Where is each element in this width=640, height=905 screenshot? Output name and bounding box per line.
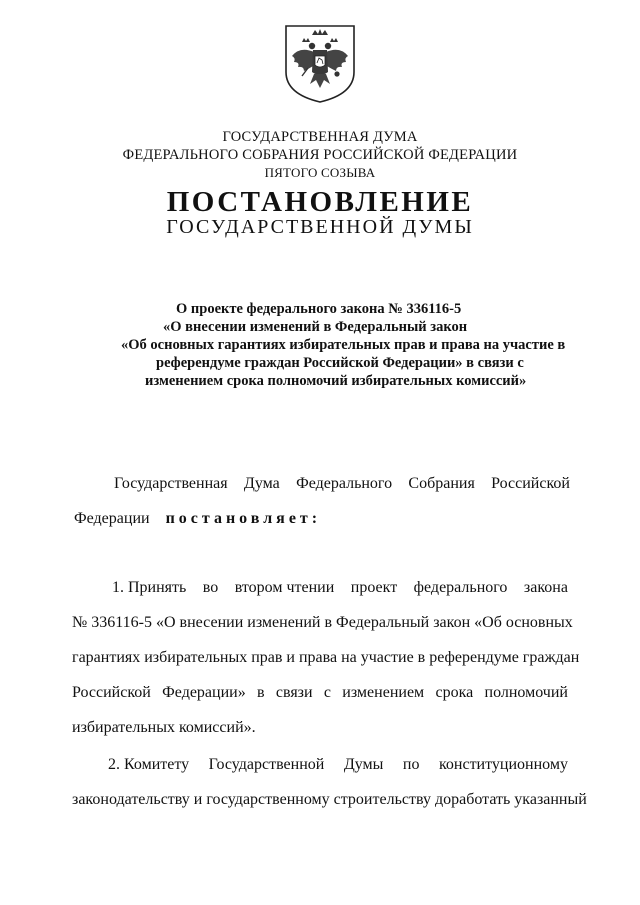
preamble-word: Государственная [114, 475, 228, 492]
coat-of-arms-emblem [282, 22, 358, 104]
p2-word: конституционному [438, 756, 568, 773]
header-line-duma: ГОСУДАРСТВЕННАЯ ДУМА [222, 129, 418, 145]
document-subtitle: ГОСУДАРСТВЕННОЙ ДУМЫ [166, 216, 474, 238]
paragraph-1-line-5: избирательных комиссий». [72, 719, 256, 736]
p1-word: Федерации» [162, 684, 246, 701]
resolves-keyword: постановляет: [165, 510, 322, 527]
preamble-word: Федерального [296, 475, 393, 492]
p2-word: Думы [343, 756, 384, 773]
preamble-line-2 [74, 510, 321, 528]
p1-word: полномочий [484, 684, 568, 701]
header-line-convocation: ПЯТОГО СОЗЫВА [264, 165, 376, 180]
p1-word: федерального [413, 579, 508, 596]
preamble-word: Дума [243, 475, 280, 492]
paragraph-2-line-1 [108, 756, 568, 774]
paragraph-2-line-2: законодательству и государственному строительству доработать указанный [72, 791, 587, 808]
subject-line-3: «Об основных гарантиях избирательных прав и права на участие в [121, 337, 566, 353]
subject-line-4: референдуме граждан Российской Федерации» в связи с [156, 355, 524, 371]
p1-word: закона [523, 579, 568, 596]
p1-word: втором чтении [234, 579, 335, 596]
preamble-line-1 [114, 475, 570, 493]
paragraph-1-line-4 [72, 684, 568, 702]
header-line-assembly: ФЕДЕРАЛЬНОГО СОБРАНИЯ РОССИЙСКОЙ ФЕДЕРАЦИИ [122, 147, 518, 163]
p1-word: 1. Принять [112, 579, 187, 596]
p2-word: Государственной [208, 756, 325, 773]
preamble-federation: Федерации [74, 510, 150, 527]
p1-word: во [202, 579, 219, 596]
p2-word: 2. Комитету [108, 756, 190, 773]
subject-line-1: О проекте федерального закона № 336116-5 [176, 301, 462, 317]
preamble-word: Российской [491, 475, 570, 492]
p1-word: проект [350, 579, 398, 596]
p1-word: связи [275, 684, 313, 701]
document-title: ПОСТАНОВЛЕНИЕ [166, 186, 474, 218]
paragraph-1-line-1 [112, 579, 568, 597]
paragraph-1-line-2: № 336116-5 «О внесении изменений в Федеральный закон «Об основных [72, 614, 573, 631]
p1-word: изменением [342, 684, 425, 701]
paragraph-1-line-3: гарантиях избирательных прав и права на участие в референдуме граждан [72, 649, 580, 666]
p1-word: в [257, 684, 265, 701]
issuer-header [0, 128, 640, 181]
p1-word: Российской [72, 684, 151, 701]
p1-word: срока [435, 684, 474, 701]
p2-word: по [402, 756, 420, 773]
subject-line-5: изменением срока полномочий избирательных комиссий» [145, 373, 527, 389]
p1-word: с [323, 684, 331, 701]
subject-line-2: «О внесении изменений в Федеральный закон [163, 319, 468, 335]
preamble-word: Собрания [408, 475, 475, 492]
